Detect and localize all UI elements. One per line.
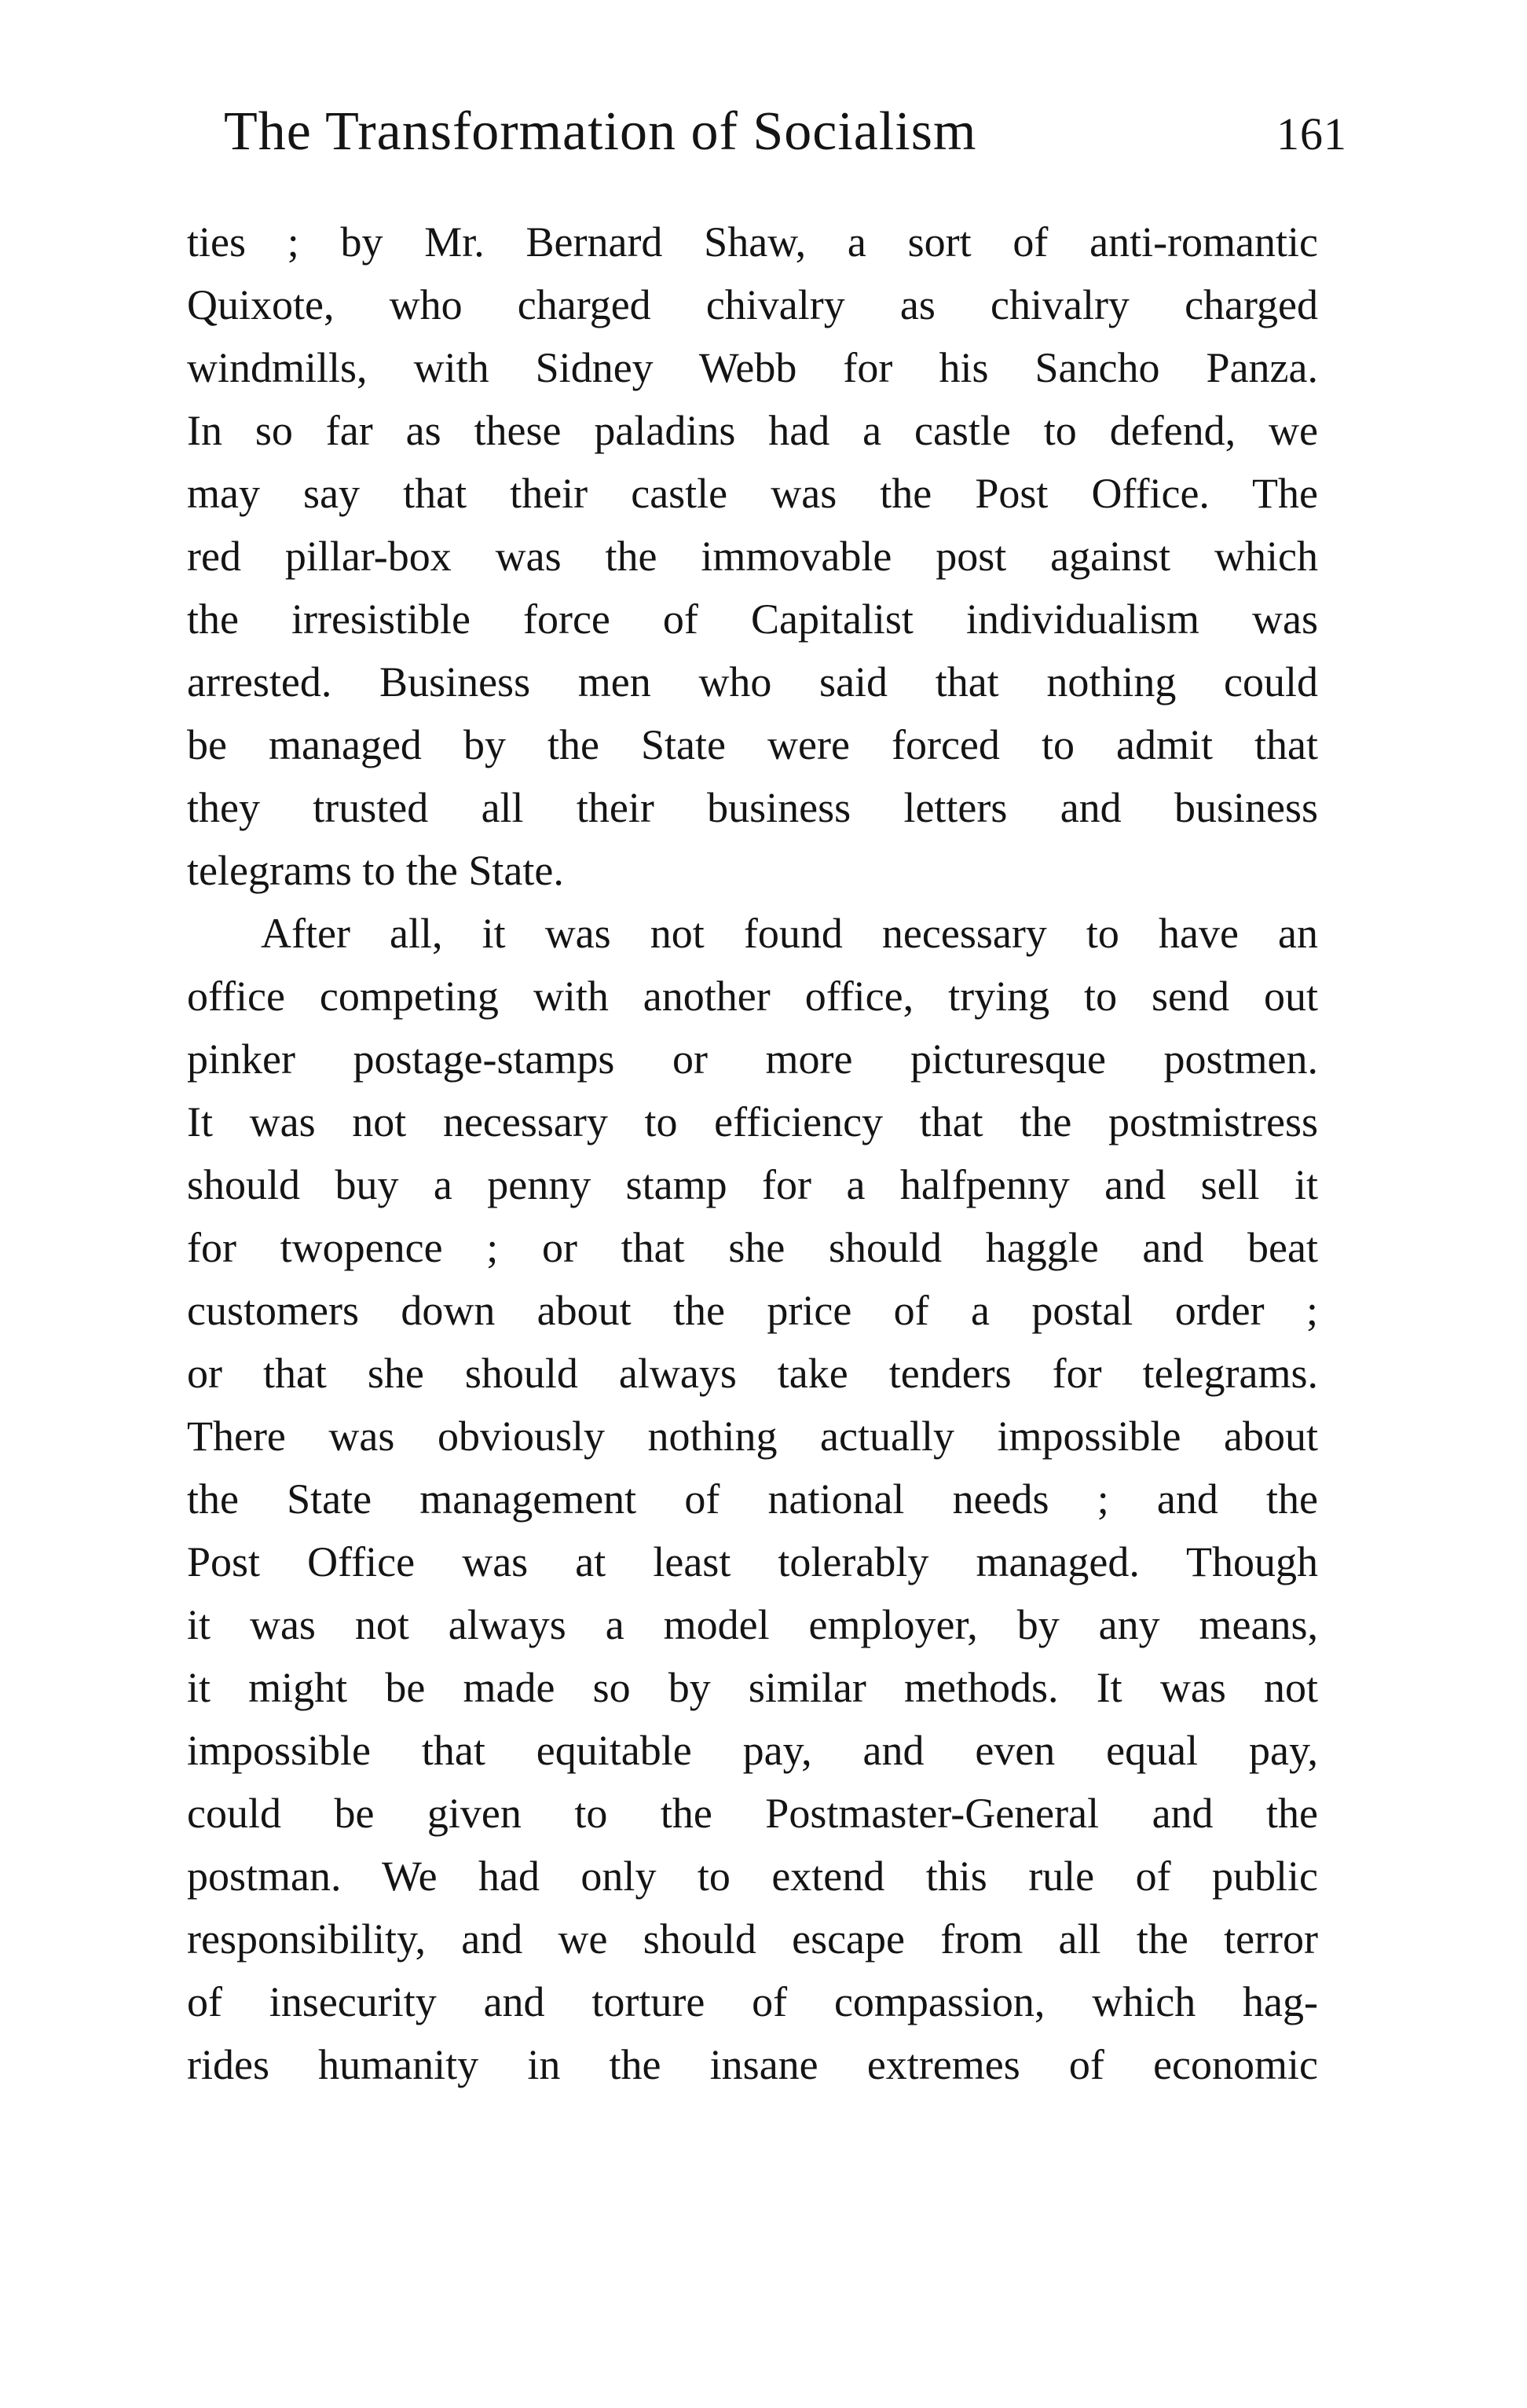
- body-text: [187, 211, 1318, 2096]
- text-line: they trusted all their business letters and business: [187, 784, 1318, 831]
- text-line: should buy a penny stamp for a halfpenny and sell it: [187, 1161, 1318, 1208]
- text-line: could be given to the Postmaster-General and the: [187, 1790, 1318, 1837]
- text-line: ties ; by Mr. Bernard Shaw, a sort of anti-romantic: [187, 218, 1318, 266]
- text-line: be managed by the State were forced to admit that: [187, 721, 1318, 768]
- page-number: 161: [1276, 108, 1347, 159]
- text-line: may say that their castle was the Post Office. The: [187, 470, 1318, 517]
- text-line: office competing with another office, trying to send out: [187, 973, 1318, 1020]
- text-line: windmills, with Sidney Webb for his Sancho Panza.: [187, 344, 1318, 391]
- text-line: responsibility, and we should escape from all the terror: [187, 1915, 1318, 1963]
- text-line: It was not necessary to efficiency that the postmistress: [187, 1098, 1318, 1145]
- text-line: of insecurity and torture of compassion, which hag-: [187, 1978, 1318, 2025]
- paragraph-2: [187, 902, 1318, 2096]
- text-line: arrested. Business men who said that nothing could: [187, 658, 1318, 706]
- text-line: the irresistible force of Capitalist individualism was: [187, 596, 1318, 643]
- text-line: impossible that equitable pay, and even equal pay,: [187, 1727, 1318, 1774]
- text-line: Post Office was at least tolerably managed. Though: [187, 1538, 1318, 1585]
- text-line: red pillar-box was the immovable post against which: [187, 533, 1318, 580]
- text-line: Quixote, who charged chivalry as chivalry charged: [187, 281, 1318, 328]
- text-line: rides humanity in the insane extremes of economic: [187, 2041, 1318, 2088]
- text-line: or that she should always take tenders for telegrams.: [187, 1350, 1318, 1397]
- text-line: postman. We had only to extend this rule of public: [187, 1853, 1318, 1900]
- text-line: telegrams to the State.: [187, 847, 564, 894]
- text-line: the State management of national needs ; and the: [187, 1475, 1318, 1523]
- text-line: for twopence ; or that she should haggle and beat: [187, 1224, 1318, 1271]
- text-line: In so far as these paladins had a castle to defend, we: [187, 407, 1318, 454]
- paragraph-1: [187, 211, 1318, 902]
- text-line: pinker postage-stamps or more picturesque postmen.: [187, 1035, 1318, 1083]
- text-line: it was not always a model employer, by any means,: [187, 1601, 1318, 1648]
- text-line: customers down about the price of a postal order ;: [187, 1287, 1318, 1334]
- text-line: After all, it was not found necessary to have an: [261, 910, 1318, 957]
- text-line: There was obviously nothing actually impossible about: [187, 1413, 1318, 1460]
- running-head: [224, 101, 1347, 179]
- text-line: it might be made so by similar methods. It was not: [187, 1664, 1318, 1711]
- running-title: The Transformation of Socialism: [224, 101, 977, 162]
